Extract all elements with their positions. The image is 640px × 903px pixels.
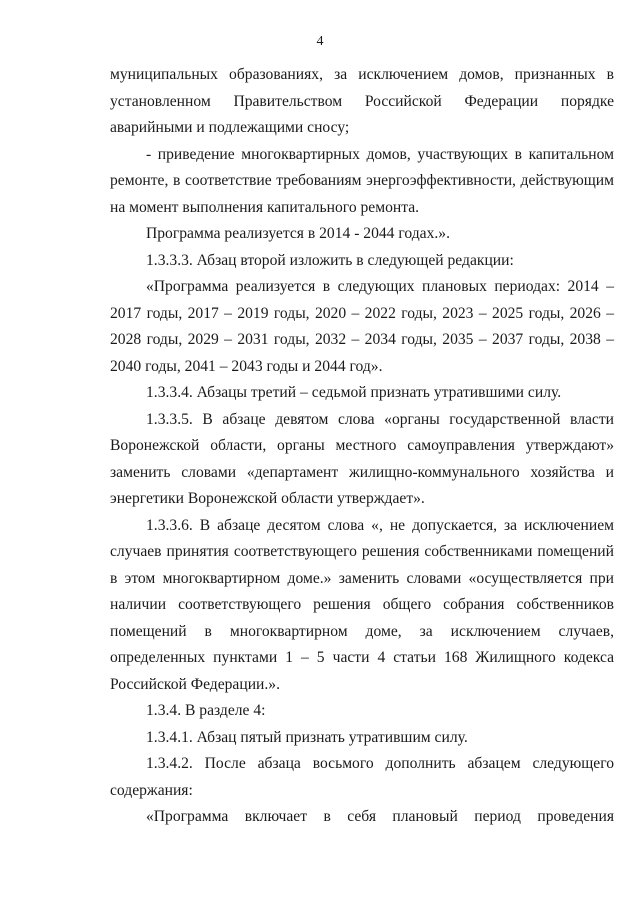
- paragraph-10: 1.3.4.1. Абзац пятый признать утратившим силу.: [146, 728, 468, 746]
- document-body: [110, 62, 614, 831]
- paragraph-8: 1.3.3.6. В абзаце десятом слова «, не допускается, за исключением случаев принятия соответствующего решения собственниками помещений в этом многоквартирном доме.» заменить словами «осуществляется при наличии соответствующего решения общего собрания собственников помещений в многоквартирном доме, за исключением случаев, определенных пунктами 1 – 5 части 4 статьи 168 Жилищного кодекса Российской Федерации.».: [110, 516, 614, 693]
- paragraph-1: муниципальных образованиях, за исключением домов, признанных в установленном Правительством Российской Федерации порядке аварийными и подлежащими сносу;: [110, 66, 614, 136]
- paragraph-12: «Программа включает в себя плановый период проведения: [146, 808, 614, 825]
- paragraph-5: «Программа реализуется в следующих плановых периодах: 2014 – 2017 годы, 2017 – 2019 годы, 2020 – 2022 годы, 2023 – 2025 годы, 2026 – 2028 годы, 2029 – 2031 годы, 2032 – 2034 годы, 2035 – 2037 годы, 2038 – 2040 годы, 2041 – 2043 годы и 2044 год».: [110, 278, 614, 375]
- paragraph-11: 1.3.4.2. После абзаца восьмого дополнить абзацем следующего содержания:: [110, 755, 614, 799]
- paragraph-2: - приведение многоквартирных домов, участвующих в капитальном ремонте, в соответствие требованиям энергоэффективности, действующим на момент выполнения капитального ремонта.: [110, 145, 614, 216]
- paragraph-3: Программа реализуется в 2014 - 2044 годах.».: [146, 225, 450, 242]
- paragraph-4: 1.3.3.3. Абзац второй изложить в следующей редакции:: [146, 251, 514, 269]
- paragraph-6: 1.3.3.4. Абзацы третий – седьмой признать утратившими силу.: [146, 384, 562, 401]
- page-number: 4: [316, 34, 324, 49]
- paragraph-9: 1.3.4. В разделе 4:: [146, 702, 266, 719]
- paragraph-7: 1.3.3.5. В абзаце девятом слова «органы государственной власти Воронежской области, органы местного самоуправления утверждают» заменить словами «департамент жилищно-коммунального хозяйства и энергетики Воронежской области утверждает».: [110, 410, 614, 507]
